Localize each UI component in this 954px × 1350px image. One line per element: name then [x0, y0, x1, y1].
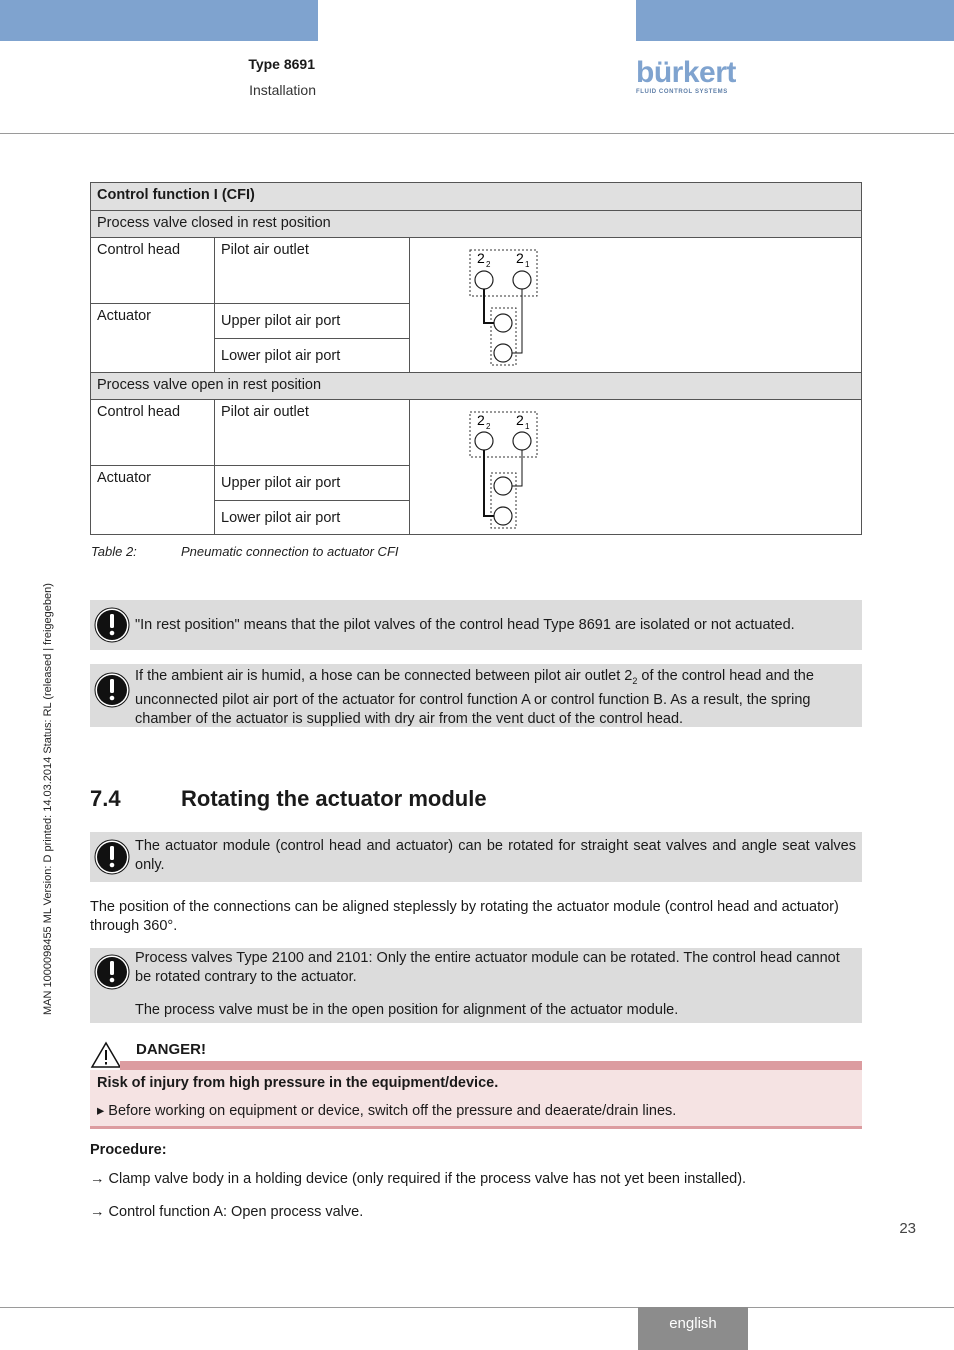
outlet-2-2 [475, 432, 493, 450]
diagram-cell-open [410, 400, 862, 535]
doc-section: Installation [249, 82, 316, 98]
logo-word: bürkert [636, 56, 736, 89]
lower-port [494, 507, 512, 525]
cell-upper-port: Upper pilot air port [215, 466, 410, 501]
footer-rule [0, 1307, 954, 1308]
caption-number: Table 2: [91, 544, 137, 559]
hose-2-2-to-upper [484, 289, 494, 323]
note-text: The actuator module (control head and actuator) can be rotated for straight seat valves and angle seat valves only. [135, 838, 856, 873]
procedure-label: Procedure: [90, 1142, 167, 1158]
note-text-2: The process valve must be in the open position for alignment of the actuator module. [135, 1002, 679, 1018]
outlet-2-1 [513, 271, 531, 289]
page-number: 23 [899, 1220, 916, 1237]
label-2-2: 2 [477, 412, 485, 428]
danger-text: ▸ Before working on equipment or device, switch off the pressure and deaerate/drain lines. [97, 1103, 677, 1119]
upper-port [494, 314, 512, 332]
cell-actuator: Actuator [91, 304, 215, 373]
procedure-step: → Control function A: Open process valve. [90, 1204, 364, 1220]
language-tab: english [638, 1307, 748, 1350]
diagram-cell-closed [410, 238, 862, 373]
section-heading-closed: Process valve closed in rest position [91, 211, 862, 238]
danger-label: DANGER! [136, 1041, 206, 1058]
table-title: Control function I (CFI) [91, 183, 862, 211]
cell-lower-port: Lower pilot air port [215, 339, 410, 373]
label-2-1: 2 [516, 412, 524, 428]
section-title: Rotating the actuator module [181, 786, 487, 811]
warning-triangle-icon [90, 1041, 122, 1069]
sub-2-2: 2 [486, 422, 491, 431]
body-paragraph: The position of the connections can be aligned steplessly by rotating the actuator module (control head and actuator) through 360°. [90, 899, 839, 934]
exclamation-icon [94, 839, 130, 875]
table-caption [91, 544, 399, 559]
cell-actuator: Actuator [91, 466, 215, 535]
cell-pilot-outlet: Pilot air outlet [215, 400, 410, 466]
note-text: "In rest position" means that the pilot valves of the control head Type 8691 are isolated or not actuated. [135, 617, 795, 633]
exclamation-icon [94, 672, 130, 708]
line-2-1-to-lower [512, 289, 522, 353]
outlet-2-1 [513, 432, 531, 450]
danger-title: Risk of injury from high pressure in the equipment/device. [97, 1075, 499, 1091]
cell-control-head: Control head [91, 400, 215, 466]
doc-type: Type 8691 [248, 56, 315, 72]
side-document-info: MAN 1000098455 ML Version: D printed: 14.03.2014 Status: RL (released | freigegeben) [42, 583, 54, 1015]
upper-port [494, 477, 512, 495]
cell-lower-port: Lower pilot air port [215, 501, 410, 535]
section-heading-open: Process valve open in rest position [91, 373, 862, 400]
header-band-right [636, 0, 954, 41]
note-process-valves [90, 948, 862, 1023]
exclamation-icon [94, 954, 130, 990]
note-text: Process valves Type 2100 and 2101: Only the entire actuator module can be rotated. The control head cannot be rotated contrary to the actuator. [135, 950, 840, 985]
logo-subtitle: FLUID CONTROL SYSTEMS [636, 89, 728, 95]
note-humid-air [90, 664, 862, 727]
label-2-1: 2 [516, 250, 524, 266]
control-function-table [90, 182, 862, 535]
sub-2-1: 1 [525, 422, 530, 431]
line-2-1-to-upper [512, 450, 522, 486]
danger-bar [120, 1061, 862, 1070]
procedure-step: → Clamp valve body in a holding device (only required if the process valve has not yet been installed). [90, 1171, 747, 1187]
note-text: If the ambient air is humid, a hose can be connected between pilot air outlet $2_2$ of the control head and the unconnected pilot air port of the actuator for control function A or control function B. As a result, the spring chamber of the actuator is supplied with dry air from the vent duct of the control head. [135, 668, 814, 727]
label-2-2: 2 [477, 250, 485, 266]
header-rule [0, 133, 954, 134]
caption-text: Pneumatic connection to actuator CFI [181, 544, 399, 559]
cell-pilot-outlet: Pilot air outlet [215, 238, 410, 304]
pneumatic-diagram-open [410, 400, 860, 534]
section-number: 7.4 [90, 786, 121, 811]
header-band-left [0, 0, 318, 41]
outlet-2-2 [475, 271, 493, 289]
burkert-logo [636, 58, 736, 98]
cell-upper-port: Upper pilot air port [215, 304, 410, 339]
pneumatic-diagram-closed [410, 238, 860, 372]
sub-2-1: 1 [525, 260, 530, 269]
sub-2-2: 2 [486, 260, 491, 269]
lower-port [494, 344, 512, 362]
hose-2-2-to-lower [484, 450, 494, 516]
exclamation-icon [94, 607, 130, 643]
note-rotation-valves [90, 832, 862, 882]
note-rest-position [90, 600, 862, 650]
cell-control-head: Control head [91, 238, 215, 304]
